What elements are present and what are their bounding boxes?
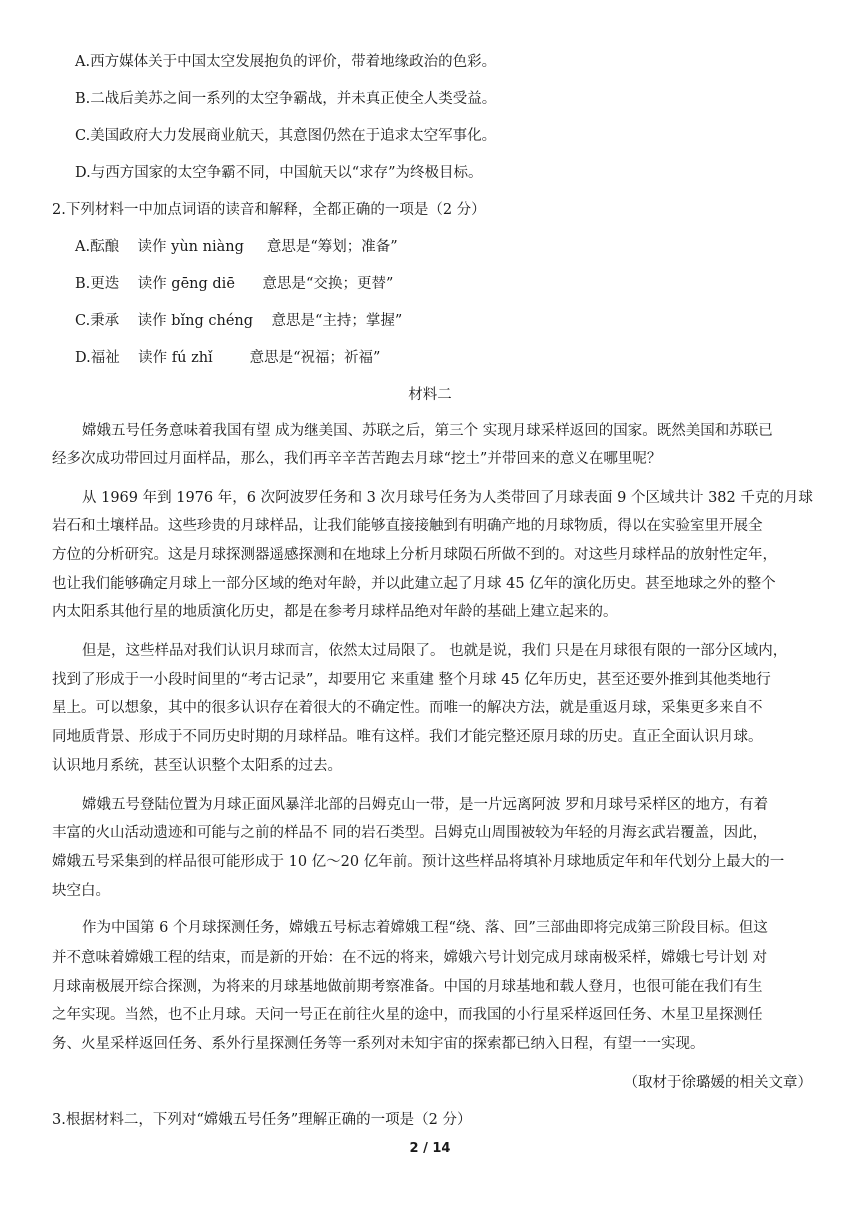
paragraph-line: 找到了形成于一小段时间里的“考古记录”，却要用它 来重建 整个月球 45 亿年历史，甚至还要外推到其他类地行	[52, 672, 771, 688]
q2-option-c: C.秉承 读作 bǐng chéng 意思是“主持；掌握”	[75, 313, 403, 329]
q2-option-d: D.福祉 读作 fú zhǐ 意思是“祝福；祈福”	[75, 350, 381, 366]
q2-option-a: A.酝酿 读作 yùn niàng 意思是“筹划；准备”	[75, 239, 398, 255]
paragraph-line: 也让我们能够确定月球上一部分区域的绝对年龄，并以此建立起了月球 45 亿年的演化历史。甚至地球之外的整个	[52, 576, 776, 592]
paragraph-line: 作为中国第 6 个月球探测任务，嫦娥五号标志着嫦娥工程“绕、落、回”三部曲即将完成第三阶段目标。但这	[82, 920, 768, 936]
paragraph-line: 同地质背景、形成于不同历史时期的月球样品。唯有这样。我们才能完整还原月球的历史。直正全面认识月球。	[52, 729, 763, 745]
q1-option-d: D.与西方国家的太空争霸不同，中国航天以“求存”为终极目标。	[75, 165, 483, 181]
paragraph-line: 从 1969 年到 1976 年，6 次阿波罗任务和 3 次月球号任务为人类带回了月球表面 9 个区域共计 382 千克的月球	[82, 490, 813, 506]
paragraph-line: 嫦娥五号登陆位置为月球正面风暴洋北部的吕姆克山一带，是一片远离阿波 罗和月球号采样区的地方，有着	[82, 797, 769, 813]
paragraph-line: 内太阳系其他行星的地质演化历史，都是在参考月球样品绝对年龄的基础上建立起来的。	[52, 604, 618, 620]
q3-stem: 3.根据材料二，下列对“嫦娥五号任务”理解正确的一项是（2 分）	[52, 1112, 472, 1128]
q1-option-c: C.美国政府大力发展商业航天，其意图仍然在于追求太空军事化。	[75, 128, 497, 144]
paragraph-line: 月球南极展开综合探测，为将来的月球基地做前期考察准备。中国的月球基地和载人登月，也很可能在我们有生	[52, 979, 763, 995]
material-title: 材料二	[408, 387, 452, 403]
paragraph-line: 但是，这些样品对我们认识月球而言，依然太过局限了。 也就是说，我们 只是在月球很有限的一部分区域内，	[82, 643, 788, 659]
paragraph-line: 星上。可以想象，其中的很多认识存在着很大的不确定性。而唯一的解决方法，就是重返月球，采集更多来自不	[52, 700, 763, 716]
paragraph-line: 之年实现。当然，也不止月球。天问一号正在前往火星的途中，而我国的小行星采样返回任务、木星卫星探测任	[52, 1007, 763, 1023]
source-citation: （取材于徐璐媛的相关文章）	[623, 1075, 812, 1091]
paragraph-line: 岩石和土壤样品。这些珍贵的月球样品，让我们能够直接接触到有明确产地的月球物质，得以在实验室里开展全	[52, 518, 763, 534]
q1-option-b: B.二战后美苏之间一系列的太空争霸战，并未真正使全人类受益。	[75, 91, 497, 107]
paragraph-line: 方位的分析研究。这是月球探测器遥感探测和在地球上分析月球陨石所做不到的。对这些月球样品的放射性定年，	[52, 547, 777, 563]
paragraph-line: 块空白。	[52, 883, 110, 899]
q1-option-a: A.西方媒体关于中国太空发展抱负的评价，带着地缘政治的色彩。	[75, 54, 497, 70]
page-number: 2 / 14	[409, 1141, 451, 1156]
paragraph-line: 嫦娥五号任务意味着我国有望 成为继美国、苏联之后，第三个 实现月球采样返回的国家。既然美国和苏联已	[82, 423, 773, 439]
paragraph-line: 认识地月系统，甚至认识整个太阳系的过去。	[52, 758, 342, 774]
paragraph-line: 丰富的火山活动遗迹和可能与之前的样品不 同的岩石类型。吕姆克山周围被较为年轻的月海玄武岩覆盖，因此，	[52, 825, 768, 841]
paragraph-line: 务、火星采样返回任务、系外行星探测任务等一系列对未知宇宙的探索都已纳入日程，有望一一实现。	[52, 1036, 705, 1052]
paragraph-line: 经多次成功带回过月面样品，那么，我们再辛辛苦苦跑去月球“挖土”并带回来的意义在哪里呢？	[52, 451, 662, 467]
q2-stem: 2.下列材料一中加点词语的读音和解释，全都正确的一项是（2 分）	[52, 202, 486, 218]
paragraph-line: 并不意味着嫦娥工程的结束，而是新的开始：在不远的将来，嫦娥六号计划完成月球南极采样，嫦娥七号计划 对	[52, 950, 768, 966]
q2-option-b: B.更迭 读作 gēng diē 意思是“交换；更替”	[75, 276, 394, 292]
paragraph-line: 嫦娥五号采集到的样品很可能形成于 10 亿～20 亿年前。预计这些样品将填补月球地质定年和年代划分上最大的一	[52, 854, 785, 870]
